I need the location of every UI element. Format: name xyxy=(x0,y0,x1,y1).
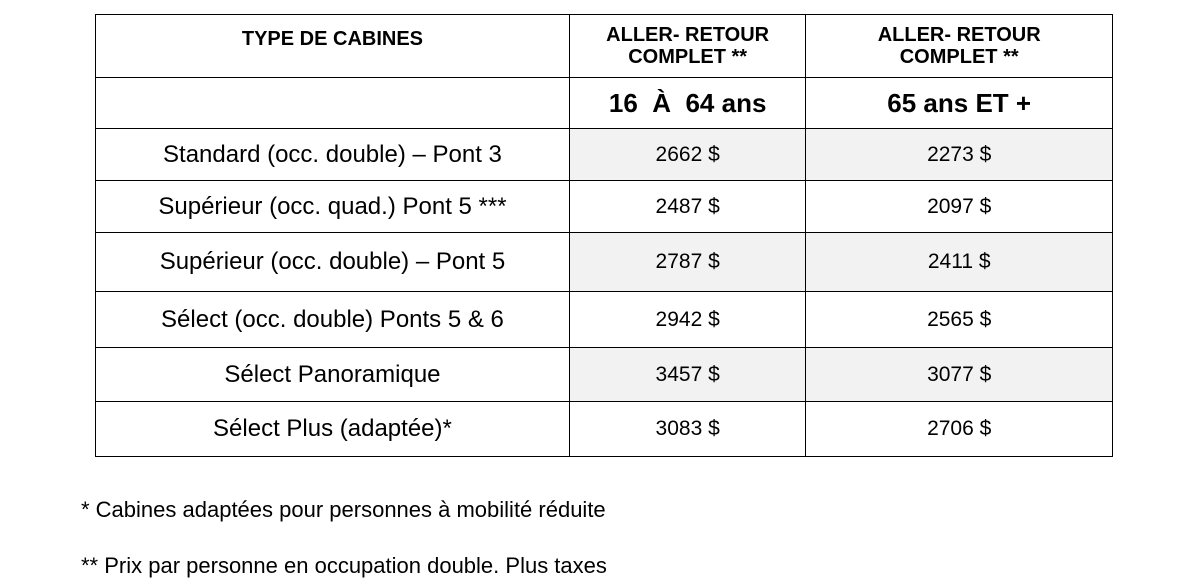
header-round-trip-b xyxy=(806,15,1113,78)
price-senior-cell: 2273 $ xyxy=(806,129,1113,181)
cabin-price-table xyxy=(95,14,1113,457)
price-adult-cell: 3457 $ xyxy=(569,348,805,402)
cabin-type-cell: Sélect (occ. double) Ponts 5 & 6 xyxy=(96,292,570,348)
cabin-type-cell: Supérieur (occ. double) – Pont 5 xyxy=(96,233,570,292)
price-adult-cell: 2487 $ xyxy=(569,181,805,233)
header-round-trip-a-label: ALLER- RETOUR COMPLET ** xyxy=(606,24,770,68)
table-row xyxy=(96,348,1113,402)
table-row xyxy=(96,292,1113,348)
table-row xyxy=(96,402,1113,457)
price-adult-cell: 2662 $ xyxy=(569,129,805,181)
footnote-accessibility: * Cabines adaptées pour personnes à mobilité réduite xyxy=(81,497,606,522)
header-round-trip-a xyxy=(569,15,805,78)
price-senior-cell: 3077 $ xyxy=(806,348,1113,402)
table-row xyxy=(96,129,1113,181)
age-group-adult: 16 À 64 ans xyxy=(569,78,805,129)
price-adult-cell: 2942 $ xyxy=(569,292,805,348)
cabin-type-cell: Standard (occ. double) – Pont 3 xyxy=(96,129,570,181)
price-adult-cell: 2787 $ xyxy=(569,233,805,292)
header-round-trip-b-label: ALLER- RETOUR COMPLET ** xyxy=(877,24,1041,68)
cabin-type-cell: Supérieur (occ. quad.) Pont 5 *** xyxy=(96,181,570,233)
price-senior-cell: 2706 $ xyxy=(806,402,1113,457)
footnote-pricing: ** Prix par personne en occupation double. Plus taxes xyxy=(81,553,607,578)
table-row xyxy=(96,233,1113,292)
price-senior-cell: 2411 $ xyxy=(806,233,1113,292)
price-senior-cell: 2097 $ xyxy=(806,181,1113,233)
header-row xyxy=(96,15,1113,78)
age-group-senior: 65 ans ET + xyxy=(806,78,1113,129)
price-adult-cell: 3083 $ xyxy=(569,402,805,457)
cabin-type-cell: Sélect Panoramique xyxy=(96,348,570,402)
table-row xyxy=(96,181,1113,233)
cabin-type-cell: Sélect Plus (adaptée)* xyxy=(96,402,570,457)
age-group-row xyxy=(96,78,1113,129)
price-senior-cell: 2565 $ xyxy=(806,292,1113,348)
age-group-empty-cell xyxy=(96,78,570,129)
header-cabin-type: TYPE DE CABINES xyxy=(96,15,570,78)
